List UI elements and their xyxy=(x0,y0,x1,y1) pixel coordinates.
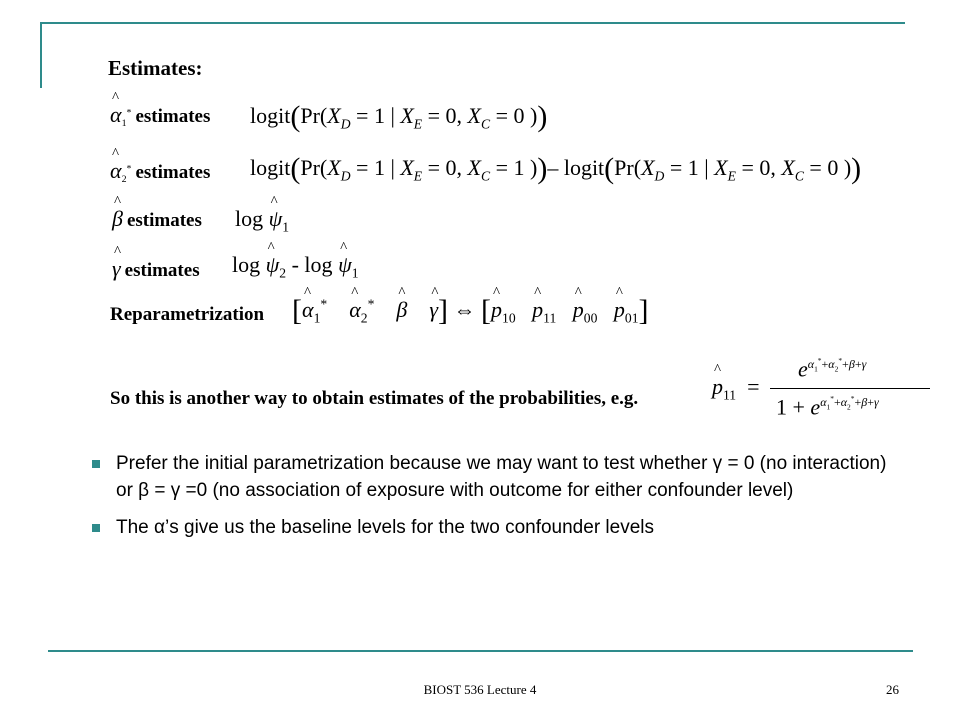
estimate-row-alpha1: ^ $\alpha_1^*$ estimates xyxy=(110,102,210,129)
bullet-item xyxy=(90,514,890,541)
estimate-expr-gamma: log ^ $\psi_2$ - log ^ $\psi_1$ xyxy=(232,252,359,281)
estimates-heading: Estimates: xyxy=(108,56,203,80)
footer-course: BIOST 536 Lecture 4 xyxy=(423,682,537,697)
formula-fraction-bar xyxy=(770,388,930,389)
frame-left-line xyxy=(40,22,42,88)
formula-numerator: $e^{\alpha_1^*+\alpha_2^*+\beta+\gamma}$ xyxy=(798,356,867,382)
so-text: So this is another way to obtain estimates of the probabilities, e.g. xyxy=(110,388,639,409)
estimate-expr-beta: log ^ $\psi_1$ xyxy=(235,206,289,235)
estimates-word: estimates xyxy=(126,210,202,231)
formula-denominator: $1 + e^{\alpha_1^*+\alpha_2^*+\beta+\gamma}$ xyxy=(776,394,879,420)
footer-page-number: 26 xyxy=(886,682,899,697)
estimates-word: estimates xyxy=(135,162,211,183)
bullet-square-icon xyxy=(92,460,100,468)
frame-bottom-line xyxy=(48,650,913,652)
frame-top-line xyxy=(40,22,905,24)
estimate-row-beta: ^ β estimates xyxy=(112,206,202,232)
formula-lhs: ^ $p_{11}$ = xyxy=(712,374,760,403)
estimates-word: estimates xyxy=(135,106,211,127)
bullet-list xyxy=(90,450,890,541)
estimates-word: estimates xyxy=(124,260,200,281)
bullet-text: The α’s give us the baseline levels for the two confounder levels xyxy=(116,517,655,538)
bullet-item xyxy=(90,450,890,504)
reparam-expr: [^ $\alpha_1^*$ ^ $\alpha_2^*$ ^ β ^ γ] ⇔ [^ $p_{10}$ ^ $p_{11}$ ^ $p_{00}$ ^ $p_{01}$] xyxy=(292,294,649,328)
bullet-text: Prefer the initial parametrization because we may want to test whether γ = 0 (no interaction) or β = γ =0 (no association of exposure with outcome for either confounder level) xyxy=(116,453,887,501)
reparam-label: Reparametrization xyxy=(110,304,265,325)
estimate-expr-alpha1: $logit(Pr(X_D = 1$ | $X_E = 0$, $X_C = 0$ )) xyxy=(250,100,548,133)
estimate-row-alpha2: ^ $\alpha_2^*$ estimates xyxy=(110,158,210,185)
estimate-expr-alpha2: $logit(Pr(X_D = 1$ | $X_E = 0$, $X_C = 1$ ))– $logit(Pr(X_D = 1$ | $X_E = 0$, $X_C = 0$ )) xyxy=(250,152,862,185)
bullet-square-icon xyxy=(92,524,100,532)
estimate-row-gamma: ^ γ estimates xyxy=(112,256,200,282)
